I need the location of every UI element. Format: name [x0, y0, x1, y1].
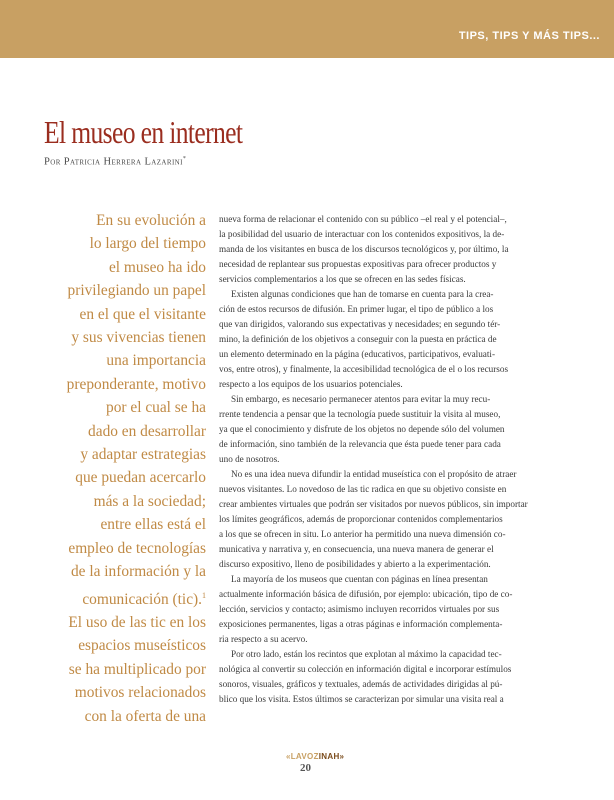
pullquote-line: por el cual se ha: [106, 399, 206, 417]
pullquote-line: se ha multiplicado por: [68, 660, 206, 678]
body-line: ya que el conocimiento y disfrute de los objetos no depende sólo del volumen: [219, 424, 505, 434]
body-line: Existen algunas condiciones que han de tomarse en cuenta para la crea-: [231, 289, 494, 299]
body-line: vos, entre otros), y finalmente, la accesibilidad tecnológica de el o los recursos: [219, 364, 509, 374]
header-band: [0, 0, 614, 58]
footnote-mark: 1: [202, 590, 206, 600]
logo-part: «LA: [286, 752, 302, 761]
pullquote-line: El uso de las tic en los: [68, 614, 206, 632]
pullquote-line: entre ellas está el: [100, 516, 206, 534]
body-line: que van dirigidos, valorando sus expectativas y necesidades; en segundo tér-: [219, 319, 501, 329]
pullquote-line: que puedan acercarlo: [75, 469, 206, 487]
body-line: los límites geográficos, además de proporcionar contenidos complementarios: [219, 514, 503, 524]
body-line: La mayoría de los museos que cuentan con páginas en línea presentan: [231, 574, 488, 584]
body-line: ción de estos recursos de difusión. En primer lugar, el tipo de público a los: [219, 304, 494, 314]
pullquote-line: privilegiando un papel: [67, 282, 206, 300]
body-line: blico que los visita. Estos últimos se caracterizan por simular una visita real a: [219, 694, 504, 704]
body-line: respecto a los equipos de los usuarios potenciales.: [219, 379, 403, 389]
body-line: lección, servicios y contacto; asimismo incluyen recorridos virtuales por sus: [219, 604, 500, 614]
pullquote-line: lo largo del tiempo: [89, 235, 206, 253]
body-line: nológica al convertir su colección en información digital e incorporar estímulos: [219, 664, 512, 674]
magazine-logo: [286, 752, 344, 761]
body-line: necesidad de replantear sus propuestas expositivas para ofrecer productos y: [219, 259, 497, 269]
pullquote-line-text: comunicación (tic).: [82, 590, 202, 608]
pullquote-line: preponderante, motivo: [66, 375, 206, 393]
body-line: No es una idea nueva difundir la entidad museística con el propósito de atraer: [231, 469, 517, 479]
body-line: servicios complementarios a los que se ofrecen en las sedes físicas.: [219, 274, 466, 284]
body-line: Sin embargo, es necesario permanecer atentos para evitar la muy recu-: [231, 394, 491, 404]
pullquote-line: una importancia: [106, 352, 206, 370]
section-title: TIPS, TIPS Y MÁS TIPS...: [458, 30, 600, 42]
body-line: mino, la definición de los objetivos a conseguir con la puesta en práctica de: [219, 334, 497, 344]
pullquote-line: [30, 584, 206, 612]
body-line: municativa y narrativa y, en consecuencia, una nueva manera de generar el: [219, 544, 494, 554]
byline-footnote-mark: *: [182, 156, 187, 162]
logo-part: VOZ: [301, 752, 319, 761]
pullquote-line: En su evolución a: [96, 212, 206, 229]
body-line: uno de nosotros.: [219, 454, 280, 464]
pullquote-line: más a la sociedad;: [93, 492, 206, 510]
byline-text: Por Patricia Herrera Lazarini: [44, 156, 183, 168]
body-line: nueva forma de relacionar el contenido con su público –el real y el potencial–,: [219, 214, 507, 224]
body-text-column: [219, 212, 554, 707]
body-line: nuevos visitantes. Lo novedoso de las tic radica en que su objetivo consiste en: [219, 484, 507, 494]
pullquote: [30, 209, 206, 728]
pullquote-line: y sus vivencias tienen: [71, 329, 206, 347]
page-number: 20: [300, 762, 311, 774]
pullquote-line: con la oferta de una: [84, 707, 206, 725]
body-line: de información, sino también de la relevancia que ésta puede tener para cada: [219, 439, 501, 449]
body-line: a los que se ofrecen in situ. Lo anterior ha permitido una nueva dimensión co-: [219, 529, 506, 539]
body-line: un elemento determinado en la página (educativos, participativos, evaluati-: [219, 349, 496, 359]
pullquote-line: en el que el visitante: [79, 305, 206, 323]
body-line: actualmente información básica de difusión, por ejemplo: ubicación, tipo de co-: [219, 589, 513, 599]
body-line: rrente tendencia a pensar que la tecnología puede sustituir la visita al museo,: [219, 409, 501, 419]
article-byline: [44, 156, 186, 168]
body-line: discurso expositivo, lleno de posibilidades y abierto a la experimentación.: [219, 559, 491, 569]
pullquote-line: dado en desarrollar: [88, 422, 206, 440]
body-line: Por otro lado, están los recintos que explotan al máximo la capacidad tec-: [231, 649, 502, 659]
body-line: crear ambientes virtuales que podrán ser visitados por nuevos públicos, sin importar: [219, 499, 528, 509]
pullquote-line: empleo de tecnologías: [68, 539, 206, 557]
body-line: sonoros, visuales, gráficos y textuales, además de actividades dirigidas al pú-: [219, 679, 503, 689]
logo-part: INAH»: [318, 752, 345, 761]
body-line: la posibilidad del usuario de interactuar con los contenidos expositivos, la de-: [219, 229, 505, 239]
pullquote-line: motivos relacionados: [74, 684, 206, 702]
pullquote-line: y adaptar estrategias: [80, 446, 206, 464]
body-line: ria respecto a su acervo.: [219, 634, 308, 644]
pullquote-line: el museo ha ido: [108, 258, 206, 276]
pullquote-line: de la información y la: [70, 563, 206, 581]
body-line: manda de los visitantes en busca de los discursos tecnológicos y, por último, la: [219, 244, 509, 254]
article-title: El museo en internet: [44, 114, 243, 150]
pullquote-line: espacios museísticos: [78, 637, 206, 655]
body-line: exposiciones permanentes, ligas a otras páginas e información complementa-: [219, 619, 503, 629]
